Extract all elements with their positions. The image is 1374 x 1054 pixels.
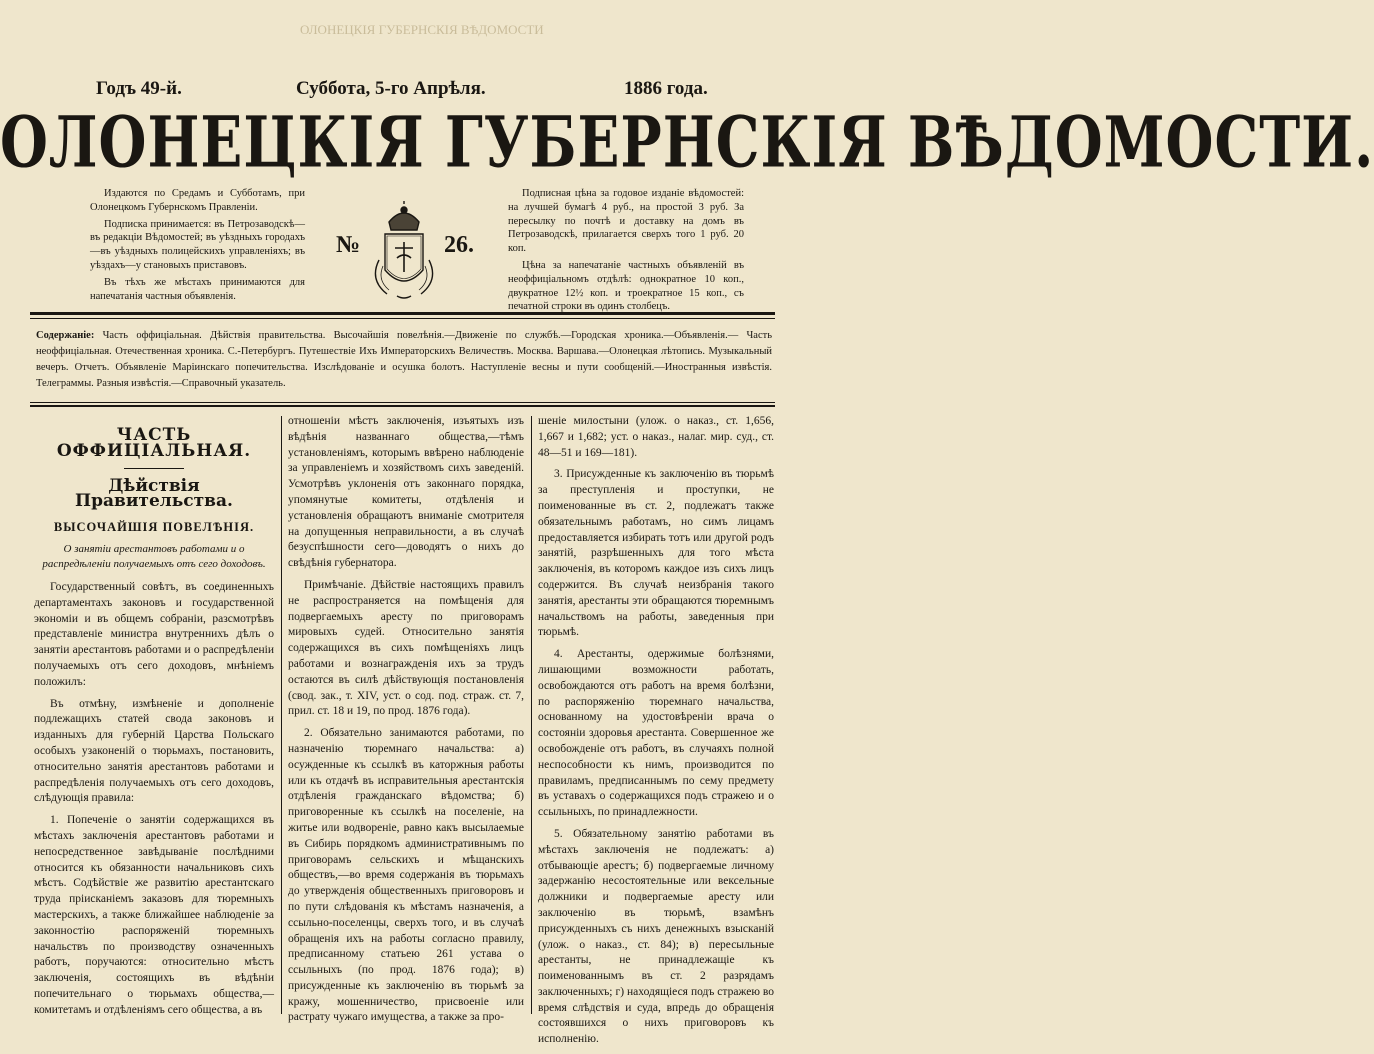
table-of-contents (36, 328, 772, 392)
issue-number: 26. (444, 232, 474, 258)
contents-rule (30, 402, 775, 403)
paragraph: 3. Присужденные къ заключенію въ тюрьмѣ за преступленія и проступки, не поименованные въ ст. 2, подлежатъ также обязательнымъ работамъ, но симъ лицамъ предоставляется избирать тотъ или другой родъ занятій, разрѣшенныхъ для того мѣста заключенія, въ которомъ каждое изъ сихъ лицъ содержится. Въ случаѣ неизбранія такого занятія, арестанты эти обращаются тюремнымъ начальствомъ на работы, заведенныя при тюрьмѣ. (538, 468, 774, 639)
right-info-block (508, 187, 744, 317)
publish-info: Издаются по Средамъ и Субботамъ, при Олонецкомъ Губернскомъ Правленіи. (90, 188, 305, 213)
date-label: Суббота, 5-го Апрѣля. (296, 78, 486, 99)
paragraph: шеніе милостыни (улож. о наказ., ст. 1,656, 1,667 и 1,682; уст. о наказ., налаг. мир. суд., ст. 48—51 и 169—181). (538, 415, 774, 459)
decree-subject: О занятіи арестантовъ работами и о распредѣленіи получаемыхъ отъ сего доходовъ. (42, 542, 266, 570)
contents-rule-thick (30, 405, 775, 407)
paragraph: отношеніи мѣстъ заключенія, изъятыхъ изъ вѣдѣнія названнаго общества,—тѣмъ установленіямъ, которымъ ввѣрено наблюденіе за управленіемъ и хозяйствомъ сихъ заведеній. Усмотрѣвъ уклоненія отъ законнаго порядка, упомянутые комитеты, отдѣленія и установленія обращаютъ вниманіе смотрителя на допущенныя неправильности, а въ случаѣ безуспѣшности сего—доводятъ о нихъ до свѣдѣнія губернатора. (288, 415, 524, 570)
paragraph: Государственный совѣтъ, въ соединенныхъ департаментахъ законовъ и государственной экономіи и въ общемъ собраніи, разсмотрѣвъ представленіе министра внутреннихъ дѣлъ о занятіи арестантовъ работами и о распредѣленіи получаемыхъ отъ сего доходовъ, мнѣніемъ положилъ: (34, 580, 274, 688)
year-number: 1886 года. (624, 78, 708, 99)
masthead-title: ОЛОНЕЦКІЯ ГУБЕРНСКІЯ ВѢДОМОСТИ. (0, 100, 1374, 184)
column-3 (538, 414, 774, 1054)
column-divider (531, 416, 532, 1014)
header-rule-top (30, 312, 775, 315)
decree-heading: ВЫСОЧАЙШІЯ ПОВЕЛѢНІЯ. (53, 520, 255, 535)
paragraph: 5. Обязательному занятію работами въ мѣстахъ заключенія не подлежатъ: а) отбывающіе арестъ; б) подвергаемые личному задержанію несостоятельные или вексельные должники и подвергаемые аресту или заключенію въ тюрьмѣ, взамѣнъ присужденныхъ съ нихъ денежныхъ взысканій (улож. о наказ., ст. 84); в) пересыльные арестанты, не принадлежащіе къ поименованнымъ въ ст. 2 разрядамъ заключенныхъ; г) находящіеся подъ стражею во время слѣдствія и суда, впредь до обращенія состоявшихся о нихъ приговоровъ къ исполненію. (538, 827, 774, 1046)
contents-text: Часть оффиціальная. Дѣйствія правительства. Высочайшія повелѣнія.—Движеніе по службѣ.—Городская хроника.—Объявленія.— Часть неоффиціальная. Отечественная хроника. С.-Петербургъ. Путешествіе Ихъ Императорскихъ Величествъ. Москва. Варшава.—Олонецкая лѣтопись. Музыкальный вечеръ. Отчетъ. Объявленіе Маріинскаго попечительства. Изслѣдованіе и осушка болотъ. Наступленіе весны и пути сообщеній.—Иностранныя извѣстія. Телеграммы. Разныя извѣстія.—Справочный указатель. (36, 330, 773, 389)
issue-number-sign: № (336, 232, 361, 258)
year-label: Годъ 49-й. (96, 78, 182, 99)
left-info-block (90, 187, 305, 306)
price-info: Подписная цѣна за годовое изданіе вѣдомостей: на лучшей бумагѣ 4 руб., на простой 3 руб. За пересылку по почтѣ и доставку на домъ въ Петрозаводскѣ, прилагается сверхъ того 1 руб. 20 коп. (508, 188, 744, 255)
column-divider (281, 416, 282, 1014)
contents-label: Содержаніе: (36, 330, 95, 341)
short-divider (124, 468, 184, 469)
header-rule-thin (30, 318, 775, 319)
paragraph: 2. Обязательно занимаются работами, по назначенію тюремнаго начальства: а) осужденные къ ссылкѣ въ каторжныя работы или къ отдачѣ въ исправительныя арестантскія отдѣленія гражданскаго вѣдомства; б) приговоренные къ ссылкѣ на поселеніе, на житье или водвореніе, равно какъ высылаемые въ Сибирь порядкомъ административнымъ по приговорамъ сельскихъ и мѣщанскихъ обществъ,—во время содержанія въ тюрьмахъ до утвержденія общественныхъ приговоровъ и по пути слѣдованія къ мѣстамъ назначенія, а ссыльно-поселенцы, сверхъ того, и въ случаѣ обращенія ихъ на работы согласно правилу, предписанному статьею 261 устава о ссыльныхъ (по прод. 1876 года); в) присужденные къ заключенію въ тюрьмѣ за кражу, мошенничество, присвоеніе или растрату чужаго имущества, а также за про- (288, 727, 524, 1024)
paragraph: 1. Попеченіе о занятіи содержащихся въ мѣстахъ заключенія арестантовъ работами и непосредственное завѣдываніе послѣдними относится къ обязанности начальниковъ сихъ мѣстъ. Содѣйствіе же развитію арестантскаго труда пріисканіемъ заказовъ для тюремныхъ мастерскихъ, а также ближайшее наблюденіе за законностію распоряженій тюремныхъ начальствъ по производству означенныхъ работъ, поручаются: относительно мѣстъ заключенія, состоящихъ въ вѣдѣніи попечительнаго о тюрьмахъ общества,—комитетамъ и отдѣленіямъ сего общества, а въ (34, 814, 274, 1016)
note-paragraph: Примѣчаніе. Дѣйствіе настоящихъ правилъ не распространяется на помѣщенія для подвергаемыхъ аресту по приговорамъ мировыхъ судей. Относительно занятія содержащихся въ сихъ помѣщеніяхъ лицъ работами и вознагражденія ихъ за трудъ остаются въ силѣ дѣйствующія постановленія (свод. зак., т. XIV, уст. о сод. под. страж. ст. 7, прил. ст. 18 и 19, по прод. 1876 года). (288, 578, 524, 718)
column-2 (288, 414, 524, 1032)
subsection-title: Дѣйствія Правительства. (75, 475, 233, 512)
ads-info: Въ тѣхъ же мѣстахъ принимаются для напечатанія частныя объявленія. (90, 276, 305, 302)
coat-of-arms-icon (367, 200, 441, 304)
section-title: ЧАСТЬ ОФФИЦІАЛЬНАЯ. (56, 425, 252, 461)
paragraph: Въ отмѣну, измѣненіе и дополненіе подлежащихъ статей свода законовъ и изданныхъ для губерній Царства Польскаго особыхъ узаконеній о тюрьмахъ, постановить, относительно занятія арестантовъ работами и распредѣленія получаемыхъ отъ сего доходовъ, слѣдующія правила: (34, 697, 274, 805)
subscription-info: Подписка принимается: въ Петрозаводскѣ—въ редакціи Вѣдомостей; въ уѣздныхъ городахъ—въ уѣздныхъ полицейскихъ управленіяхъ; въ уѣздахъ—у становыхъ приставовъ. (90, 218, 305, 271)
paragraph: 4. Арестанты, одержимые болѣзнями, лишающими возможности работать, освобождаются отъ работъ на время болѣзни, по распоряженію тюремнаго начальства, основанному на удостовѣреніи врача о состояніи здоровья арестанта. Совершенное же освобожденіе отъ работъ, въ случаяхъ полной неспособности къ нимъ, производится по правиламъ, предписаннымъ по сему предмету въ уставахъ о содержащихся подъ стражею и о ссыльныхъ, по принадлежности. (538, 648, 774, 819)
bleed-through-text: ОЛОНЕЦКІЯ ГУБЕРНСКІЯ ВѢДОМОСТИ (300, 22, 544, 37)
ad-price-info: Цѣна за напечатаніе частныхъ объявленій въ неоффиціальномъ отдѣлѣ: однократное 10 коп., двукратное 12½ коп. и троекратное 15 коп., съ печатной строки въ одинъ столбецъ. (508, 259, 744, 313)
column-1 (34, 416, 274, 1025)
